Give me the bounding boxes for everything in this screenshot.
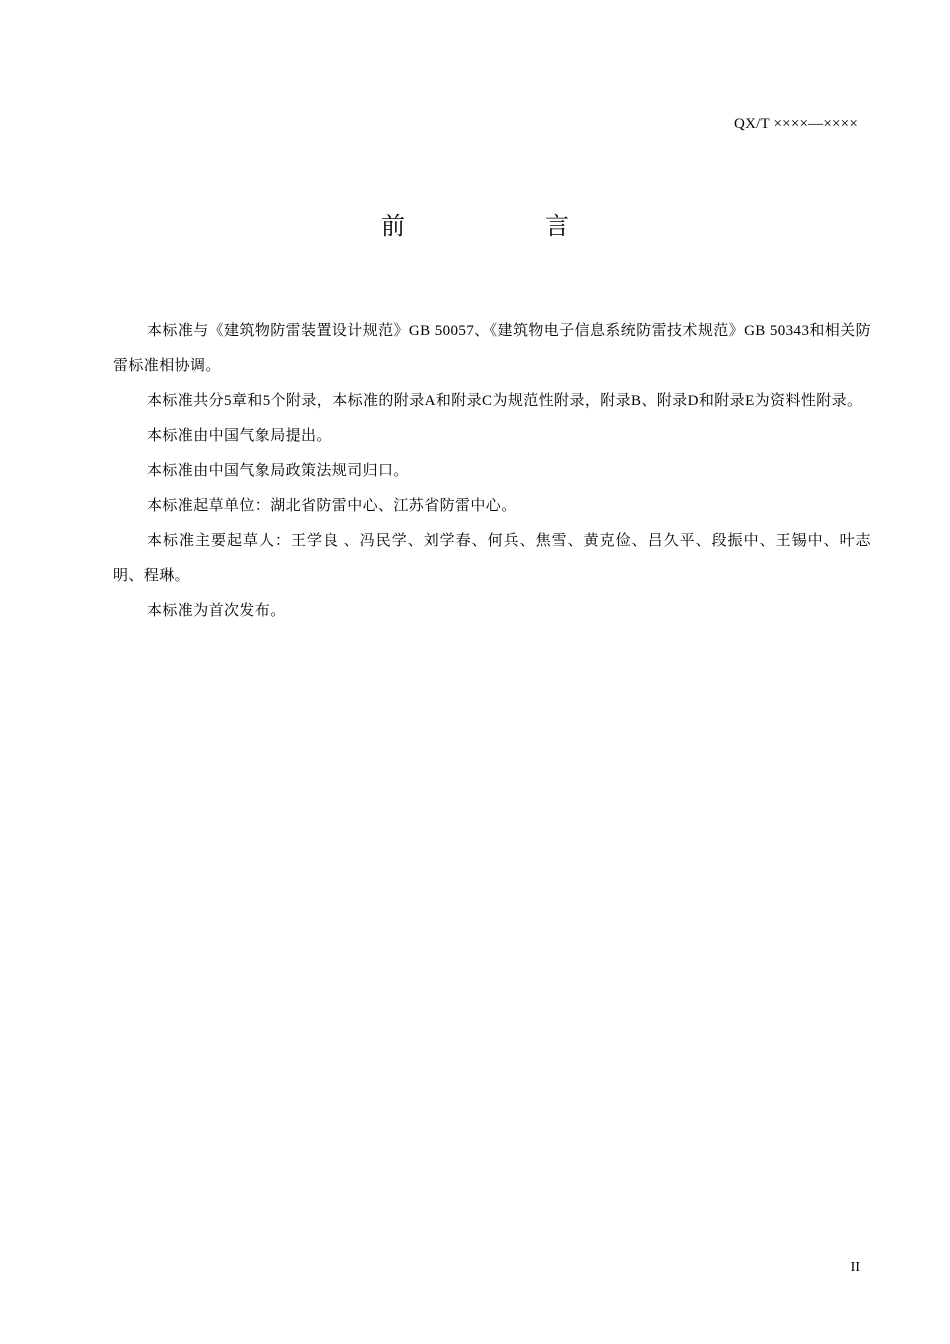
paragraph-structure: 本标准共分5章和5个附录，本标准的附录A和附录C为规范性附录，附录B、附录D和附录E为资料性附录。 xyxy=(147,393,863,409)
paragraph-drafters: 本标准主要起草人：王学良 、冯民学、刘学春、何兵、焦雪、黄克俭、吕久平、段振中、王锡中、叶志明、程琳。 xyxy=(113,533,871,584)
paragraph-coordination: 本标准与《建筑物防雷装置设计规范》GB 50057、《建筑物电子信息系统防雷技术规范》GB 50343和相关防雷标准相协调。 xyxy=(113,323,871,374)
page-title: 前 言 xyxy=(381,212,627,240)
foreword-body xyxy=(113,314,871,629)
paragraph-first-release: 本标准为首次发布。 xyxy=(147,603,286,619)
paragraph-drafting-units: 本标准起草单位：湖北省防雷中心、江苏省防雷中心。 xyxy=(147,498,517,514)
standard-code-header: QX/T ××××—×××× xyxy=(734,116,858,132)
paragraph-administrator: 本标准由中国气象局政策法规司归口。 xyxy=(147,463,409,479)
page-number: II xyxy=(850,1260,860,1275)
paragraph-proposer: 本标准由中国气象局提出。 xyxy=(147,428,332,444)
